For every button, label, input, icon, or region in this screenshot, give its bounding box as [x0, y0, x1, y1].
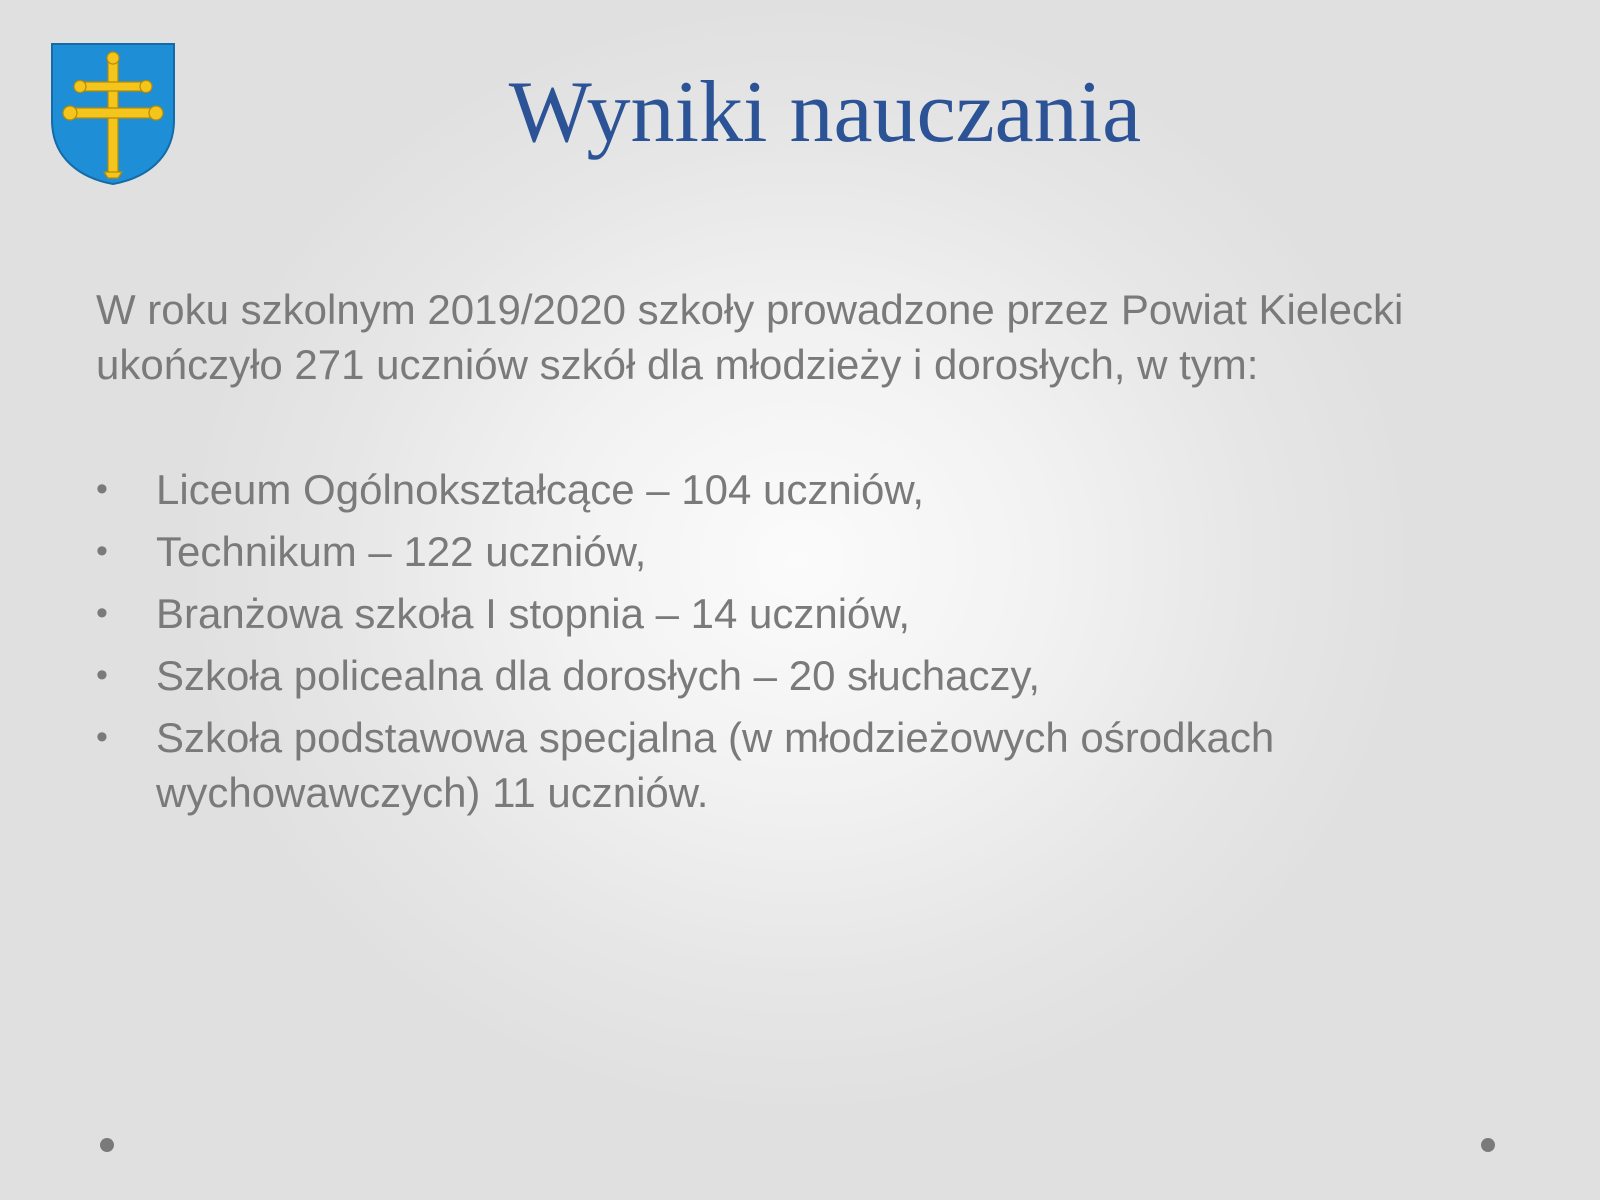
school-list [96, 462, 1536, 827]
list-item-text-line-2: wychowawczych) 11 uczniów. [156, 769, 709, 816]
intro-paragraph [96, 282, 1576, 392]
list-item-text-line-1: Szkoła podstawowa specjalna (w młodzieżowych ośrodkach [156, 714, 1275, 761]
list-item [96, 586, 1536, 641]
bullet-icon: • [96, 470, 108, 508]
list-item [96, 524, 1536, 579]
intro-line-2: ukończyło 271 uczniów szkół dla młodzieży i dorosłych, w tym: [96, 341, 1259, 388]
bullet-icon: • [96, 532, 108, 570]
bullet-icon: • [96, 718, 108, 756]
bullet-icon: • [96, 656, 108, 694]
list-item [96, 710, 1536, 820]
list-item-text: Liceum Ogólnokształcące – 104 uczniów, [156, 466, 925, 513]
slide-title: Wyniki nauczania [508, 64, 1142, 161]
list-item-text: Szkoła policealna dla dorosłych – 20 słuchaczy, [156, 652, 1041, 699]
list-item [96, 462, 1536, 517]
decorative-dot-right [1481, 1138, 1495, 1152]
decorative-dot-left [100, 1138, 114, 1152]
list-item-text: Technikum – 122 uczniów, [156, 528, 647, 575]
list-item-text: Branżowa szkoła I stopnia – 14 uczniów, [156, 590, 911, 637]
list-item [96, 648, 1536, 703]
bullet-icon: • [96, 594, 108, 632]
coat-of-arms-icon [50, 42, 176, 186]
intro-line-1: W roku szkolnym 2019/2020 szkoły prowadzone przez Powiat Kielecki [96, 286, 1404, 333]
